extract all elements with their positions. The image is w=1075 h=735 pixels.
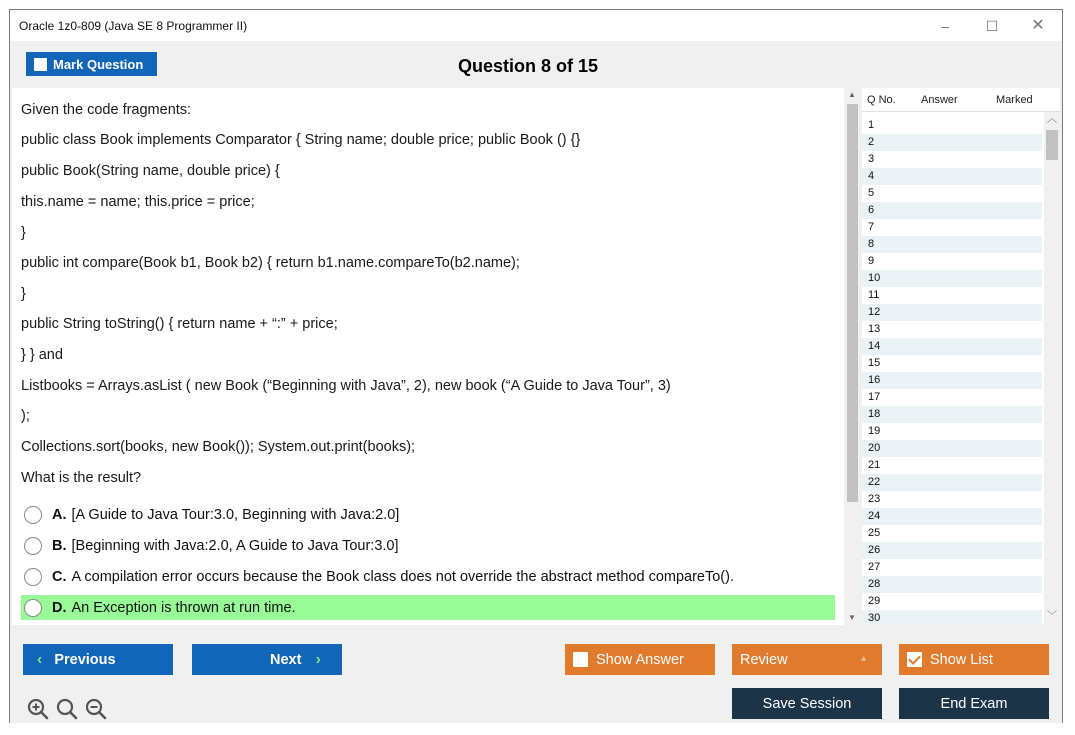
question-list: [862, 88, 1060, 625]
zoom-in-icon[interactable]: [26, 697, 50, 721]
list-item[interactable]: [862, 372, 1042, 389]
radio-button[interactable]: [24, 537, 42, 555]
answer-option-d[interactable]: [21, 595, 835, 620]
review-label: Review: [740, 651, 788, 668]
question-number: 24: [868, 510, 881, 522]
question-number: 5: [868, 187, 875, 199]
previous-button[interactable]: [23, 644, 173, 675]
question-number: 10: [868, 272, 881, 284]
show-answer-button[interactable]: [565, 644, 715, 675]
option-text: [Beginning with Java:2.0, A Guide to Java Tour:3.0]: [71, 537, 399, 554]
option-text: An Exception is thrown at run time.: [71, 599, 296, 616]
question-number: 21: [868, 459, 881, 471]
question-line: What is the result?: [21, 470, 142, 486]
list-item[interactable]: [862, 440, 1042, 457]
zoom-out-icon[interactable]: [84, 697, 108, 721]
save-session-button[interactable]: [732, 688, 882, 719]
show-list-label: Show List: [930, 651, 993, 668]
question-number: 27: [868, 561, 881, 573]
checkbox-icon[interactable]: [573, 652, 588, 667]
list-item[interactable]: [862, 508, 1042, 525]
list-item[interactable]: [862, 338, 1042, 355]
list-item[interactable]: [862, 559, 1042, 576]
list-item[interactable]: [862, 576, 1042, 593]
list-item[interactable]: [862, 185, 1042, 202]
close-icon[interactable]: ✕: [1031, 17, 1045, 34]
answer-option-a[interactable]: [21, 502, 835, 527]
question-number: 3: [868, 153, 875, 165]
maximize-icon[interactable]: ☐: [985, 18, 999, 34]
footer-toolbar: [10, 625, 1062, 723]
question-number: 11: [868, 289, 880, 301]
question-line: Given the code fragments:: [21, 102, 192, 118]
list-item[interactable]: [862, 423, 1042, 440]
question-scrollbar[interactable]: [845, 88, 859, 625]
list-item[interactable]: [862, 593, 1042, 610]
list-item[interactable]: [862, 457, 1042, 474]
column-marked: Marked: [996, 94, 1033, 106]
answer-option-b[interactable]: [21, 533, 835, 558]
caret-up-icon: ▲: [859, 653, 868, 663]
question-line: Listbooks = Arrays.asList ( new Book (“Beginning with Java”, 2), new book (“A Guide to Java Tour”, 3): [21, 378, 671, 394]
question-line: Collections.sort(books, new Book()); System.out.print(books);: [21, 439, 416, 455]
question-title: Question 8 of 15: [458, 56, 599, 76]
checkbox-checked-icon[interactable]: [907, 652, 922, 667]
question-line: } } and: [21, 347, 63, 363]
question-number: 26: [868, 544, 881, 556]
question-number: 25: [868, 527, 881, 539]
question-number: 4: [868, 170, 875, 182]
column-answer: Answer: [921, 94, 958, 106]
question-number: 14: [868, 340, 881, 352]
option-text: A compilation error occurs because the Book class does not override the abstract method compareTo().: [71, 568, 734, 585]
list-item[interactable]: [862, 321, 1042, 338]
list-scrollbar[interactable]: [1044, 112, 1060, 625]
question-number: 7: [868, 221, 875, 233]
question-number: 30: [868, 612, 881, 624]
show-list-button[interactable]: [899, 644, 1049, 675]
zoom-reset-icon[interactable]: [55, 697, 79, 721]
previous-label: Previous: [54, 651, 116, 668]
review-dropdown[interactable]: [732, 644, 882, 675]
question-line: );: [21, 408, 30, 424]
list-item[interactable]: [862, 491, 1042, 508]
question-list-header: [862, 88, 1060, 112]
checkbox-icon: [34, 58, 47, 71]
next-button[interactable]: [192, 644, 342, 675]
question-line: this.name = name; this.price = price;: [21, 194, 255, 210]
question-number: 28: [868, 578, 881, 590]
option-text: [A Guide to Java Tour:3.0, Beginning with Java:2.0]: [71, 506, 400, 523]
question-number: 16: [868, 374, 881, 386]
question-number: 18: [868, 408, 881, 420]
next-label: Next: [270, 651, 302, 668]
scroll-down-icon[interactable]: ▼: [848, 613, 856, 622]
question-line: }: [21, 286, 26, 302]
question-number: 15: [868, 357, 881, 369]
list-item[interactable]: [862, 270, 1042, 287]
question-number: 13: [868, 323, 881, 335]
question-line: public int compare(Book b1, Book b2) { return b1.name.compareTo(b2.name);: [21, 255, 520, 271]
list-item[interactable]: [862, 287, 1042, 304]
question-number: 6: [868, 204, 875, 216]
mark-question-button[interactable]: [26, 52, 157, 76]
answer-option-c[interactable]: [21, 564, 835, 589]
option-letter: C.: [52, 568, 67, 585]
save-session-label: Save Session: [762, 695, 852, 712]
title-bar: [10, 10, 1062, 41]
option-letter: B.: [52, 537, 67, 554]
question-header: [10, 41, 1062, 87]
question-line: public String toString() { return name + “:” + price;: [21, 316, 338, 332]
column-qno: Q No.: [867, 94, 896, 106]
question-number: 1: [868, 119, 875, 131]
question-line: public class Book implements Comparator { String name; double price; public Book () {}: [21, 132, 581, 148]
scrollbar-thumb[interactable]: [1046, 130, 1058, 160]
list-item[interactable]: [862, 525, 1042, 542]
list-item[interactable]: [862, 542, 1042, 559]
list-item[interactable]: [862, 355, 1042, 372]
question-number: 22: [868, 476, 881, 488]
show-answer-label: Show Answer: [596, 651, 684, 668]
question-number: 8: [868, 238, 875, 250]
scroll-down-icon[interactable]: ﹀: [1047, 611, 1057, 622]
question-number: 17: [868, 391, 881, 403]
question-number: 29: [868, 595, 881, 607]
question-number: 23: [868, 493, 881, 505]
list-item[interactable]: [862, 168, 1042, 185]
list-item[interactable]: [862, 406, 1042, 423]
end-exam-label: End Exam: [940, 695, 1008, 712]
list-item[interactable]: [862, 202, 1042, 219]
list-item[interactable]: [862, 117, 1042, 134]
scroll-up-icon[interactable]: ▲: [848, 90, 856, 99]
list-item[interactable]: [862, 253, 1042, 270]
list-item[interactable]: [862, 151, 1042, 168]
question-line: }: [21, 225, 26, 241]
list-item[interactable]: [862, 219, 1042, 236]
list-item[interactable]: [862, 134, 1042, 151]
list-item[interactable]: [862, 304, 1042, 321]
chevron-left-icon: ‹: [37, 650, 43, 668]
list-item[interactable]: [862, 474, 1042, 491]
mark-question-label: Mark Question: [53, 56, 144, 72]
option-letter: A.: [52, 506, 67, 523]
question-number: 9: [868, 255, 875, 267]
question-number: 12: [868, 306, 881, 318]
question-number: 20: [868, 442, 881, 454]
minimize-icon[interactable]: –: [941, 18, 949, 34]
question-panel: [12, 88, 844, 625]
scroll-up-icon[interactable]: ︿: [1047, 114, 1057, 125]
window-title: Oracle 1z0-809 (Java SE 8 Programmer II): [19, 19, 248, 33]
scrollbar-thumb[interactable]: [847, 104, 858, 502]
chevron-right-icon: ›: [315, 650, 321, 668]
radio-button[interactable]: [24, 599, 42, 617]
app-window: [9, 9, 1063, 723]
question-line: public Book(String name, double price) {: [21, 163, 280, 179]
radio-button[interactable]: [24, 506, 42, 524]
question-number: 19: [868, 425, 881, 437]
option-letter: D.: [52, 599, 67, 616]
end-exam-button[interactable]: [899, 688, 1049, 719]
question-number: 2: [868, 136, 875, 148]
list-item[interactable]: [862, 389, 1042, 406]
radio-button[interactable]: [24, 568, 42, 586]
list-item[interactable]: [862, 236, 1042, 253]
